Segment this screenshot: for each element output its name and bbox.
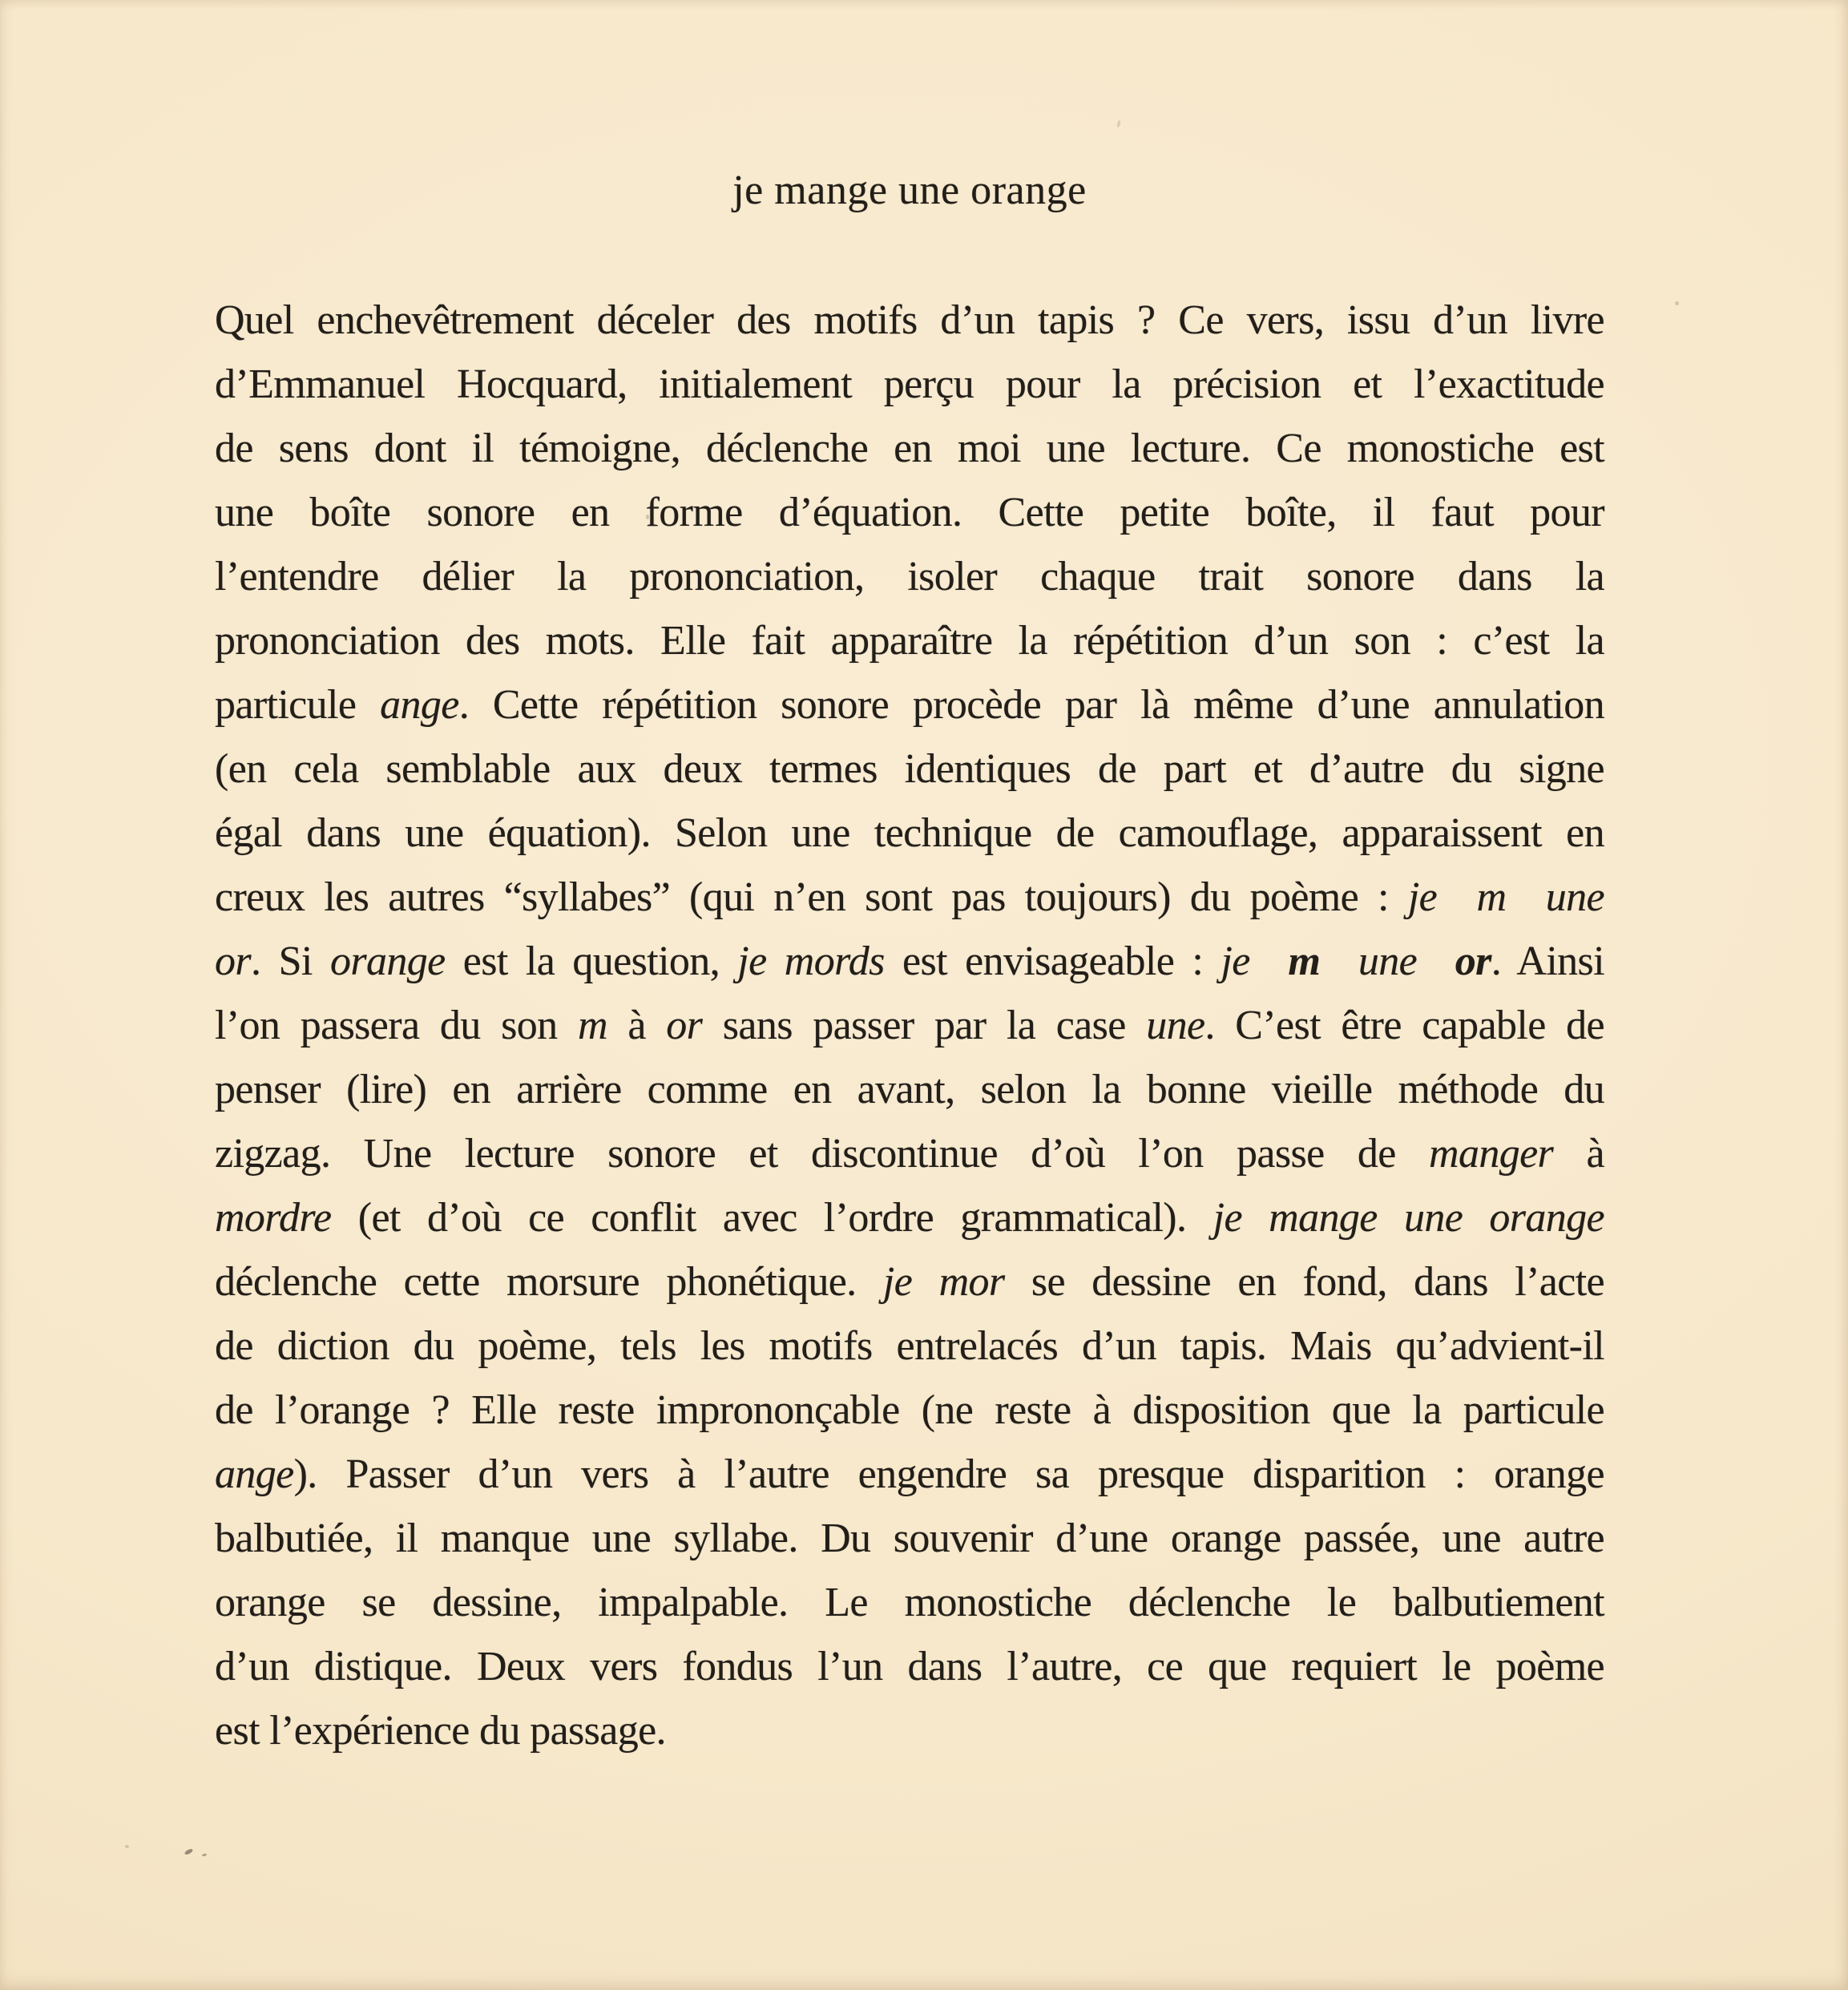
- text-segment-emphasis: je mords: [737, 938, 885, 984]
- text-line: [215, 673, 1604, 737]
- text-segment-emphasis: une: [1358, 938, 1418, 984]
- text-segment: d’un distique. Deux vers fondus l’un dans l’autre, ce que requiert le poème: [215, 1644, 1604, 1689]
- text-segment: prononciation des mots. Elle fait apparaître la répétition d’un son : c’est la: [215, 618, 1604, 664]
- text-block: [215, 159, 1604, 1763]
- text-line: [215, 1122, 1604, 1186]
- text-segment: l’on passera du son: [215, 1003, 578, 1048]
- scan-speckle: [1116, 120, 1121, 128]
- text-segment: à: [1553, 1131, 1604, 1177]
- text-segment: de diction du poème, tels les motifs entrelacés d’un tapis. Mais qu’advient-il: [215, 1323, 1604, 1369]
- text-segment-emphasis: m: [1476, 874, 1507, 920]
- text-segment: (en cela semblable aux deux termes identiques de part et d’autre du signe: [215, 746, 1604, 792]
- text-segment-emphasis: je: [1407, 874, 1438, 920]
- text-segment: [1320, 938, 1358, 984]
- text-segment-emphasis: ange: [215, 1451, 294, 1497]
- text-segment-emphasis: une: [1146, 1003, 1205, 1048]
- body-text: [215, 289, 1604, 1763]
- text-line: [215, 1571, 1604, 1635]
- text-line: [215, 801, 1604, 866]
- text-line: [215, 1699, 1604, 1763]
- text-segment-emphasis: mordre: [215, 1195, 332, 1241]
- text-segment: [1417, 938, 1455, 984]
- text-segment-emphasis: je mange une orange: [1212, 1195, 1605, 1241]
- text-line: [215, 289, 1604, 353]
- page-title: je mange une orange: [732, 168, 1087, 213]
- text-segment-emphasis: orange: [329, 938, 446, 984]
- text-line: [215, 609, 1604, 673]
- text-segment: [1250, 938, 1289, 984]
- text-line: [215, 1507, 1604, 1571]
- text-segment-emphasis: ange: [380, 682, 459, 728]
- text-segment-emphasis: m: [1288, 938, 1321, 984]
- text-segment: est la question,: [445, 938, 738, 984]
- text-segment-emphasis: or: [1455, 938, 1491, 984]
- text-line: [215, 545, 1604, 609]
- text-segment: Quel enchevêtrement déceler des motifs d’un tapis ? Ce vers, issu d’un livre: [215, 297, 1604, 343]
- text-segment-emphasis: or: [215, 938, 251, 984]
- text-segment: l’entendre délier la prononciation, isoler chaque trait sonore dans la: [215, 554, 1604, 599]
- text-segment: . Ainsi: [1491, 938, 1604, 984]
- text-segment: orange se dessine, impalpable. Le monostiche déclenche le balbutiement: [215, 1580, 1604, 1625]
- text-segment: ). Passer d’un vers à l’autre engendre sa presque disparition : orange: [293, 1451, 1604, 1497]
- text-line: [215, 1250, 1604, 1314]
- text-segment: à: [607, 1003, 667, 1048]
- text-line: [215, 1314, 1604, 1378]
- text-segment: sans passer par la case: [702, 1003, 1147, 1048]
- text-segment: balbutiée, il manque une syllabe. Du souvenir d’une orange passée, une autre: [215, 1516, 1604, 1561]
- text-segment: . Si: [251, 938, 330, 984]
- text-segment: penser (lire) en arrière comme en avant, selon la bonne vieille méthode du: [215, 1067, 1604, 1112]
- text-segment-emphasis: je mor: [882, 1259, 1005, 1305]
- text-line: [215, 866, 1604, 930]
- text-segment-emphasis: m: [577, 1003, 607, 1048]
- text-segment-emphasis: je: [1221, 938, 1250, 984]
- text-segment: . C’est être capable de: [1204, 1003, 1604, 1048]
- scan-speckle: [646, 515, 649, 519]
- text-segment: d’Emmanuel Hocquard, initialement perçu pour la précision et l’exactitude: [215, 361, 1604, 407]
- text-segment: (et d’où ce conflit avec l’ordre grammatical).: [331, 1195, 1213, 1241]
- text-segment-emphasis: or: [666, 1003, 703, 1048]
- text-line: [215, 481, 1604, 545]
- scan-speckle: [125, 1845, 129, 1848]
- scan-speckle: [1675, 301, 1679, 305]
- text-segment: de l’orange ? Elle reste imprononçable (ne reste à disposition que la particule: [215, 1387, 1604, 1433]
- scan-speckle: [184, 1848, 193, 1856]
- text-segment: une boîte sonore en forme d’équation. Cette petite boîte, il faut pour: [215, 490, 1604, 535]
- text-line: [215, 930, 1604, 994]
- text-line: [215, 417, 1604, 481]
- text-segment: de sens dont il témoigne, déclenche en moi une lecture. Ce monostiche est: [215, 426, 1604, 471]
- text-segment: est envisageable :: [884, 938, 1221, 984]
- text-line: [215, 737, 1604, 801]
- text-line: [215, 1058, 1604, 1122]
- text-segment: déclenche cette morsure phonétique.: [215, 1259, 883, 1305]
- text-segment: . Cette répétition sonore procède par là même d’une annulation: [458, 682, 1604, 728]
- text-segment: creux les autres “syllabes” (qui n’en sont pas toujours) du poème :: [215, 874, 1408, 920]
- text-segment: se dessine en fond, dans l’acte: [1004, 1259, 1604, 1305]
- text-segment: [1437, 874, 1476, 920]
- text-line: [215, 1443, 1604, 1507]
- text-line: [215, 1186, 1604, 1250]
- scan-speckle: [202, 1853, 208, 1856]
- text-line: [215, 353, 1604, 417]
- text-segment: est l’expérience du passage.: [215, 1708, 666, 1754]
- text-line: [215, 994, 1604, 1058]
- text-line: [215, 1378, 1604, 1443]
- text-line: [215, 1635, 1604, 1699]
- text-segment: particule: [215, 682, 381, 728]
- text-segment: zigzag. Une lecture sonore et discontinue d’où l’on passe de: [215, 1131, 1430, 1177]
- text-segment-emphasis: une: [1545, 874, 1604, 920]
- text-segment: [1506, 874, 1545, 920]
- text-segment: égal dans une équation). Selon une technique de camouflage, apparaissent en: [215, 810, 1604, 856]
- text-segment-emphasis: manger: [1429, 1131, 1554, 1177]
